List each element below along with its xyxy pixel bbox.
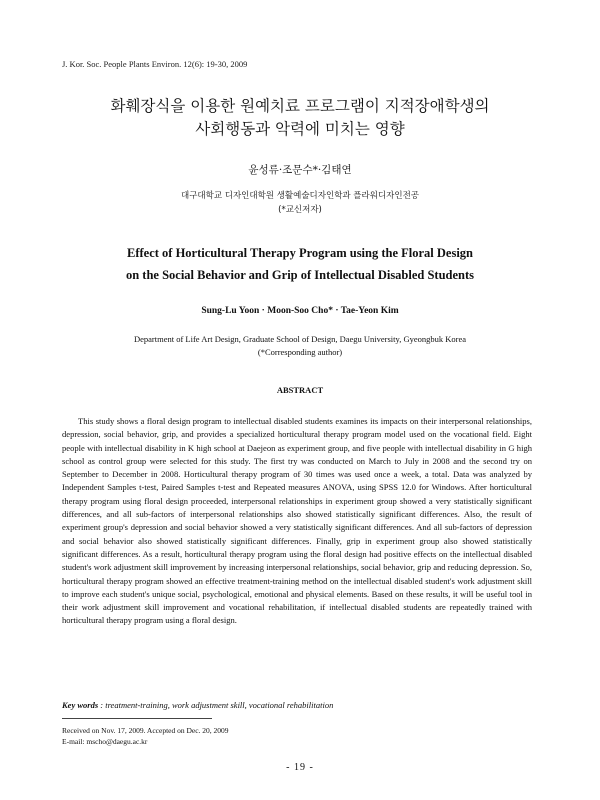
abstract-heading: ABSTRACT [276,385,324,395]
english-corresponding-note: (*Corresponding author) [257,347,343,357]
footnote-email: E-mail: mscho@daegu.ac.kr [62,737,148,746]
footnote-divider [62,718,212,719]
english-title-line-1: Effect of Horticultural Therapy Program using the Floral Design [126,246,474,260]
keywords-line [62,700,333,710]
english-affiliation-block [0,333,600,359]
english-affiliation: Department of Life Art Design, Graduate School of Design, Daegu University, Gyeongbuk Korea [133,334,467,344]
keywords-label: Key words [62,700,99,710]
korean-title [0,95,600,141]
korean-affiliation-block [0,189,600,217]
journal-reference: J. Kor. Soc. People Plants Environ. 12(6): 19-30, 2009 [62,59,248,69]
footnote [62,725,229,747]
english-title-line-2: on the Social Behavior and Grip of Intellectual Disabled Students [125,268,475,282]
abstract-body: This study shows a floral design program to intellectual disabled students examines its impacts on their interpersonal relationships, depression, social behavior, grip, and provides a specialized horticultural therapy program model used on the vocational field. Eight people with intellectual disability in K high school at Daejeon as experiment group, and five people with intellectual disability in G high school as control group were selected for this study. The first try was conducted on March to July in 2008 and the second try on September to December in 2008. Horticultural therapy program of 30 times was used once a week, a total. Data was analyzed by Independent Samples t-test, Paired Samples t-test and Repeated measures ANOVA, using SPSS 12.0 for Windows. After horticultural therapy program using floral design proceeded, interpersonal relationships in experiment group showed a very statistically significant differences, and all sub-factors of interpersonal relationships also showed statistically significant differences. Also, the result of experiment group's depression and social behavior showed a very statistically significant differences. And all sub-factors of depression and social behavior also showed statistically significant differences. Finally, grip in experiment group also showed statistically significant differences. As a result, horticultural therapy program using the floral design had positive effects on the intellectual disabled student's work adjustment skill improvement by increasing interpersonal relationships, social behavior, grip and reducing depression. So, horticultural therapy program showed an effective treatment-training method on the intellectual disabled student's work adjustment skill to improve each student's unique social, psychological, emotional and physical elements. Based on these results, it will be useful tool in their work adjustment skill improvement and vocational rehabilitation, if intellectual disabled students are repeatedly trained with horticultural therapy program using a floral design. [62,416,532,626]
korean-authors: 윤성류·조문수*·김태연 [248,164,352,176]
english-authors: Sung-Lu Yoon · Moon-Soo Cho* · Tae-Yeon Kim [201,306,399,316]
english-title [0,242,600,286]
footnote-received: Received on Nov. 17, 2009. Accepted on Dec. 20, 2009 [62,726,229,735]
korean-affiliation: 대구대학교 디자인대학원 생활예술디자인학과 플라워디자인전공 [180,191,420,201]
keywords-text: : treatment-training, work adjustment skill, vocational rehabilitation [100,700,334,710]
korean-title-line-2: 사회행동과 악력에 미치는 영향 [195,120,405,138]
korean-title-line-1: 화훼장식을 이용한 원예치료 프로그램이 지적장애학생의 [110,97,490,115]
korean-corresponding-note: (*교신저자) [278,205,322,215]
page-number: - 19 - [286,762,314,773]
